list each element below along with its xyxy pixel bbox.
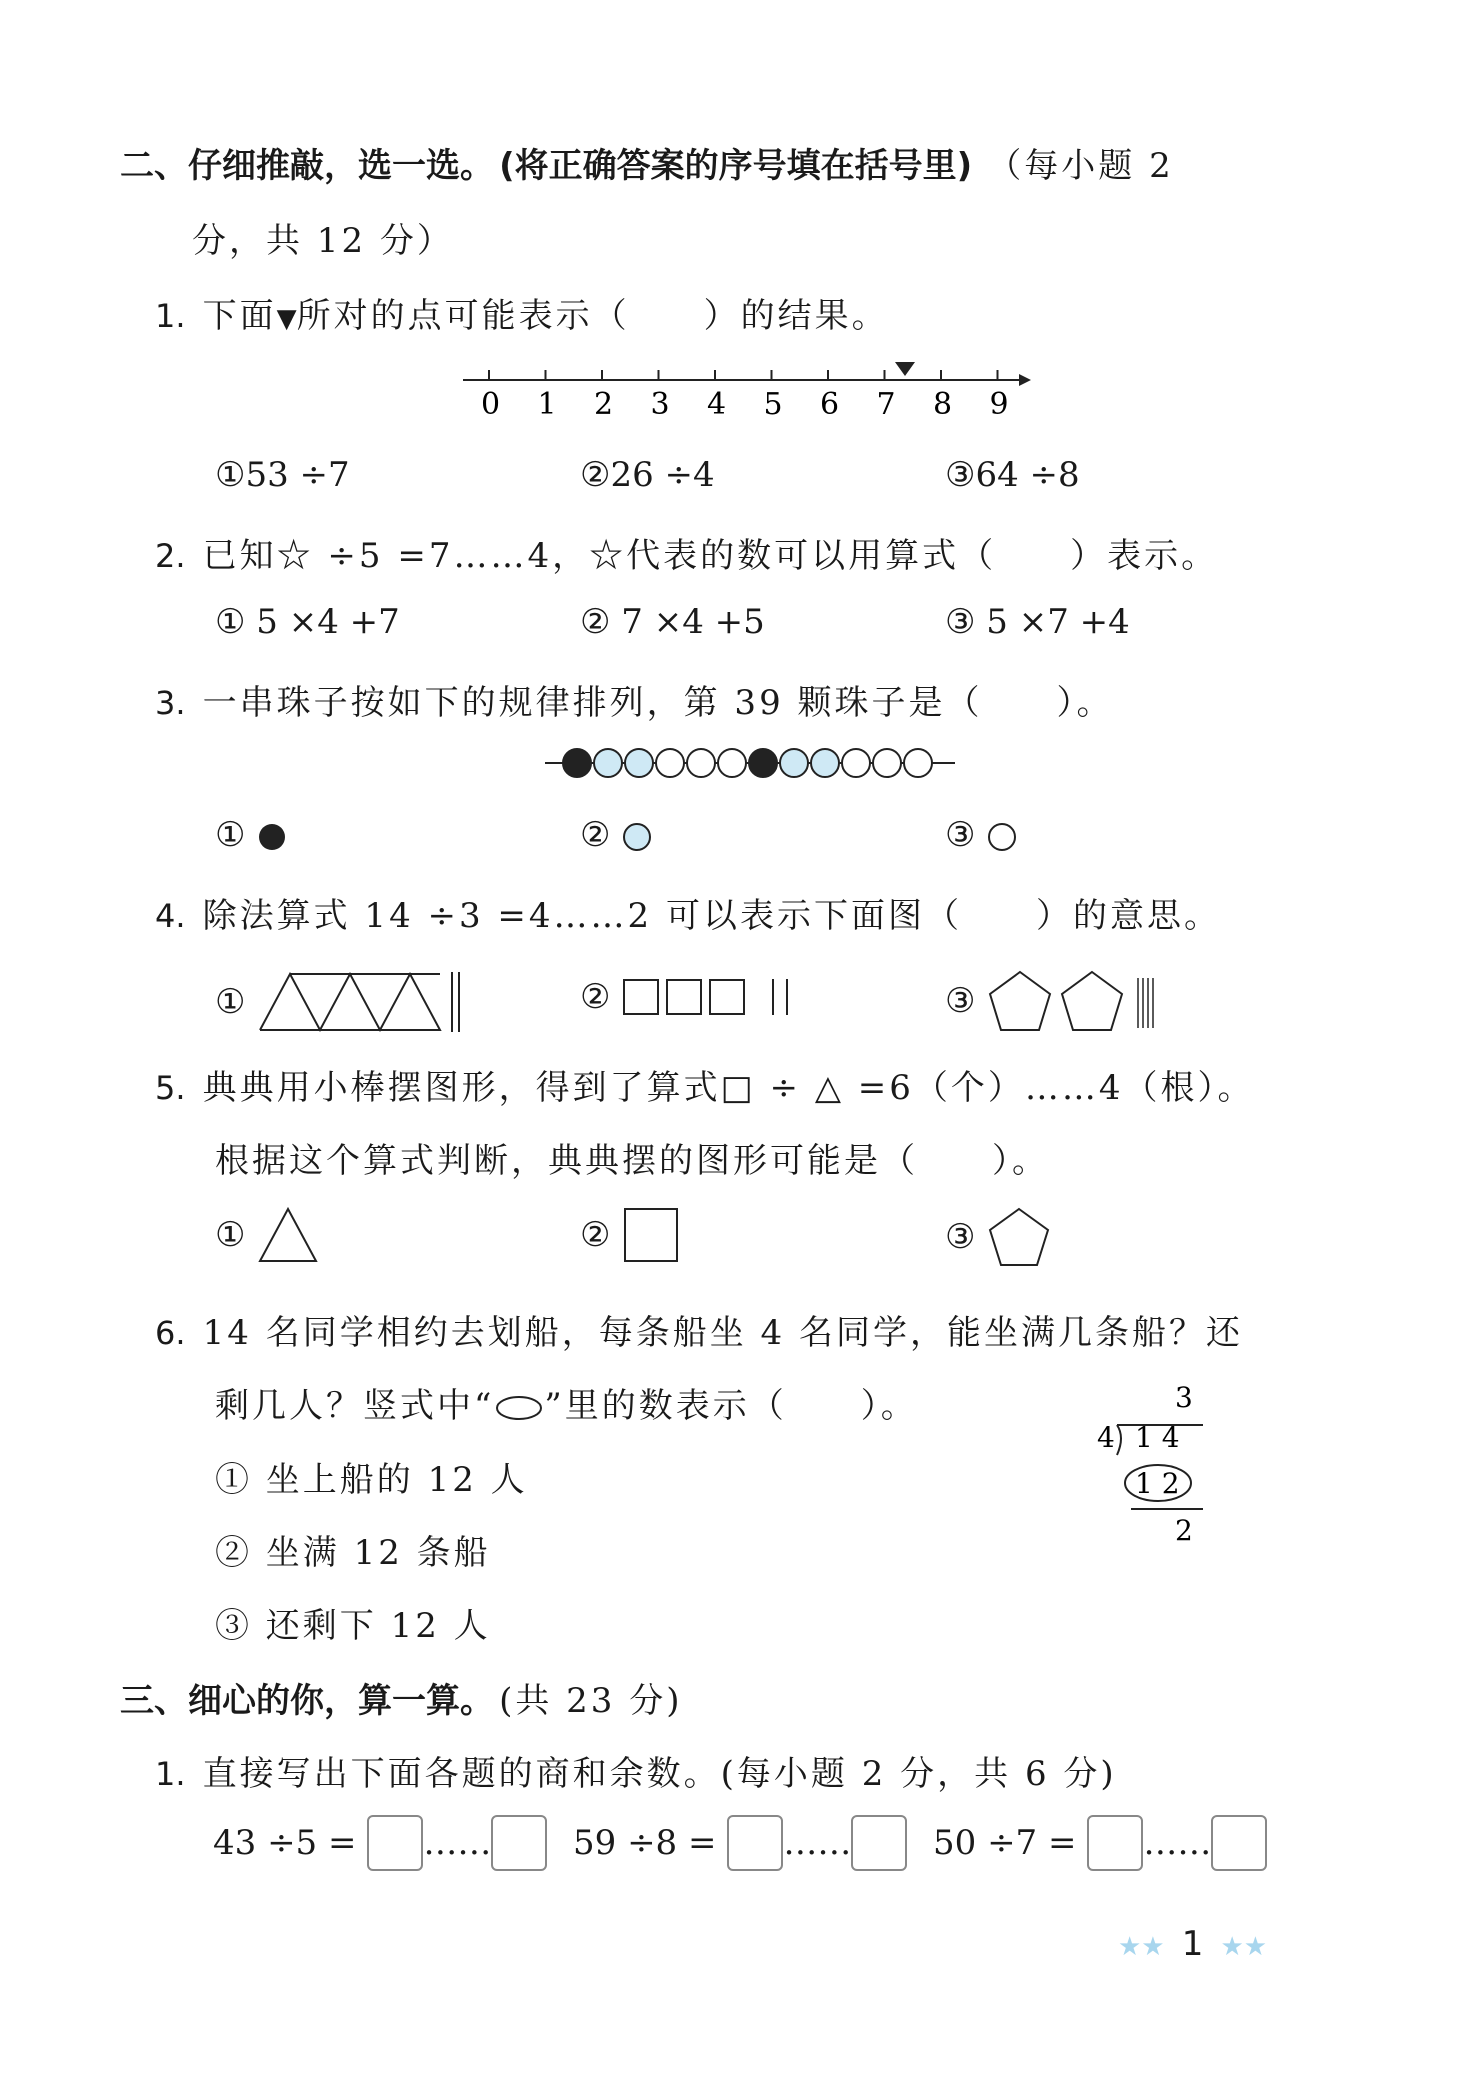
number-line-label: 8 bbox=[933, 387, 953, 422]
ld-remainder: 2 bbox=[1175, 1514, 1193, 1547]
question-number: 4. bbox=[155, 897, 186, 935]
number-line-label: 5 bbox=[763, 387, 783, 422]
ld-dividend: 1 4 bbox=[1135, 1421, 1180, 1454]
marker-triangle-icon: ▼ bbox=[276, 304, 297, 334]
section-2-heading-row bbox=[120, 138, 1174, 187]
number-line-label: 2 bbox=[594, 387, 614, 422]
long-division bbox=[1095, 1375, 1215, 1555]
triangle-icon bbox=[256, 1205, 320, 1265]
q4-option-3: ③ bbox=[945, 968, 1186, 1034]
q2-option-1: ① 5 ×4 +7 bbox=[215, 602, 400, 642]
question-number: 2. bbox=[155, 537, 186, 575]
square-icon bbox=[621, 1205, 681, 1265]
question-text: 典典用小棒摆图形，得到了算式□ ÷ △ =6（个）……4（根）。 bbox=[202, 1068, 1255, 1108]
q3-option-1: ① bbox=[215, 815, 288, 855]
question-number: 6. bbox=[155, 1314, 186, 1352]
question-text-cont: 剩几人？竖式中“ ”里的数表示（ ）。 bbox=[215, 1386, 918, 1426]
section-instruction: (将正确答案的序号填在括号里) bbox=[499, 146, 973, 186]
blue-bead bbox=[594, 749, 622, 777]
section-3-question-1 bbox=[155, 1746, 1117, 1795]
star-icon: ★★ bbox=[1220, 1932, 1268, 1962]
q6-option-3: ③ 还剩下 12 人 bbox=[215, 1606, 491, 1646]
remainder-answer-box[interactable] bbox=[491, 1815, 547, 1871]
page-number: 1 bbox=[1181, 1924, 1204, 1964]
section-score: （每小题 2 bbox=[987, 146, 1174, 186]
number-line-label: 7 bbox=[876, 387, 896, 422]
marker-triangle-icon bbox=[895, 362, 915, 376]
q5-option-3: ③ bbox=[945, 1205, 1052, 1269]
ld-quotient: 3 bbox=[1175, 1381, 1193, 1414]
q4-option-1: ① bbox=[215, 970, 466, 1034]
q5-option-2: ② bbox=[580, 1205, 681, 1265]
question-text: 除法算式 14 ÷3 =4……2 可以表示下面图（ ）的意思。 bbox=[202, 896, 1221, 936]
question-5 bbox=[155, 1060, 1255, 1109]
q5-option-1: ① bbox=[215, 1205, 320, 1265]
question-text: 下面 bbox=[202, 296, 277, 336]
question-text: 直接写出下面各题的商和余数。(每小题 2 分，共 6 分) bbox=[202, 1754, 1117, 1794]
page-footer bbox=[1118, 1924, 1267, 1964]
q4-option-2: ② bbox=[580, 975, 811, 1019]
question-text: 已知☆ ÷5 =7……4，☆代表的数可以用算式（ ）表示。 bbox=[202, 536, 1219, 576]
triangles-sticks-figure bbox=[256, 970, 466, 1034]
q6-option-2: ② 坐满 12 条船 bbox=[215, 1533, 491, 1573]
white-bead bbox=[842, 749, 870, 777]
question-text-cont: 根据这个算式判断，典典摆的图形可能是（ ）。 bbox=[215, 1141, 1049, 1181]
q2-option-3: ③ 5 ×7 +4 bbox=[945, 602, 1130, 642]
q3-option-3: ③ bbox=[945, 815, 1018, 855]
section-score: (共 23 分) bbox=[499, 1681, 683, 1721]
white-bead bbox=[656, 749, 684, 777]
q1-option-1: ①53 ÷7 bbox=[215, 455, 350, 495]
white-bead bbox=[873, 749, 901, 777]
section-3-heading-row bbox=[120, 1673, 683, 1722]
question-6 bbox=[155, 1305, 1243, 1354]
quotient-answer-box[interactable] bbox=[367, 1815, 423, 1871]
blue-bead-icon bbox=[621, 821, 653, 853]
number-line-label: 6 bbox=[820, 387, 840, 422]
remainder-answer-box[interactable] bbox=[851, 1815, 907, 1871]
quotient-answer-box[interactable] bbox=[727, 1815, 783, 1871]
blue-bead bbox=[811, 749, 839, 777]
blue-bead bbox=[625, 749, 653, 777]
number-line-label: 4 bbox=[707, 387, 727, 422]
section-heading: 二、仔细推敲，选一选。 bbox=[120, 146, 494, 186]
number-line-label: 3 bbox=[650, 387, 670, 422]
q3-option-2: ② bbox=[580, 815, 653, 855]
q2-option-2: ② 7 ×4 +5 bbox=[580, 602, 765, 642]
ld-divisor: 4 bbox=[1097, 1421, 1115, 1454]
white-bead-icon bbox=[986, 821, 1018, 853]
q1-option-2: ②26 ÷4 bbox=[580, 455, 715, 495]
question-text-cont: 所对的点可能表示（ ）的结果。 bbox=[296, 296, 889, 336]
question-number: 3. bbox=[155, 684, 186, 722]
question-1 bbox=[155, 288, 889, 337]
question-4 bbox=[155, 888, 1221, 937]
bead-string bbox=[545, 745, 955, 781]
pentagon-icon bbox=[986, 1205, 1052, 1269]
black-bead bbox=[749, 749, 777, 777]
blue-bead bbox=[780, 749, 808, 777]
number-line bbox=[455, 358, 1035, 428]
division-problem-1: 43 ÷5 = …… bbox=[213, 1815, 547, 1871]
white-bead bbox=[904, 749, 932, 777]
question-3 bbox=[155, 675, 1114, 724]
question-number: 1. bbox=[155, 297, 186, 335]
black-bead bbox=[563, 749, 591, 777]
number-line-label: 0 bbox=[481, 387, 501, 422]
black-bead-icon bbox=[256, 821, 288, 853]
squares-sticks-figure bbox=[621, 975, 811, 1019]
quotient-answer-box[interactable] bbox=[1087, 1815, 1143, 1871]
white-bead bbox=[718, 749, 746, 777]
pentagons-sticks-figure bbox=[986, 968, 1186, 1034]
division-problem-2: 59 ÷8 = …… bbox=[573, 1815, 907, 1871]
q1-option-3: ③64 ÷8 bbox=[945, 455, 1080, 495]
section-heading: 三、细心的你，算一算。 bbox=[120, 1681, 494, 1721]
question-text: 14 名同学相约去划船，每条船坐 4 名同学，能坐满几条船？还 bbox=[202, 1313, 1243, 1353]
ld-product: 1 2 bbox=[1135, 1467, 1180, 1500]
remainder-answer-box[interactable] bbox=[1211, 1815, 1267, 1871]
division-problem-3: 50 ÷7 = …… bbox=[933, 1815, 1267, 1871]
question-number: 5. bbox=[155, 1069, 186, 1107]
number-line-label: 1 bbox=[537, 387, 557, 422]
section-score-cont: 分，共 12 分） bbox=[192, 221, 454, 261]
number-line-label: 9 bbox=[989, 387, 1009, 422]
question-text: 一串珠子按如下的规律排列，第 39 颗珠子是（ ）。 bbox=[202, 683, 1114, 723]
star-icon: ★★ bbox=[1118, 1932, 1165, 1962]
q6-option-1: ① 坐上船的 12 人 bbox=[215, 1460, 528, 1500]
question-2 bbox=[155, 528, 1218, 577]
question-number: 1. bbox=[155, 1755, 186, 1793]
oval-icon bbox=[494, 1394, 544, 1422]
white-bead bbox=[687, 749, 715, 777]
